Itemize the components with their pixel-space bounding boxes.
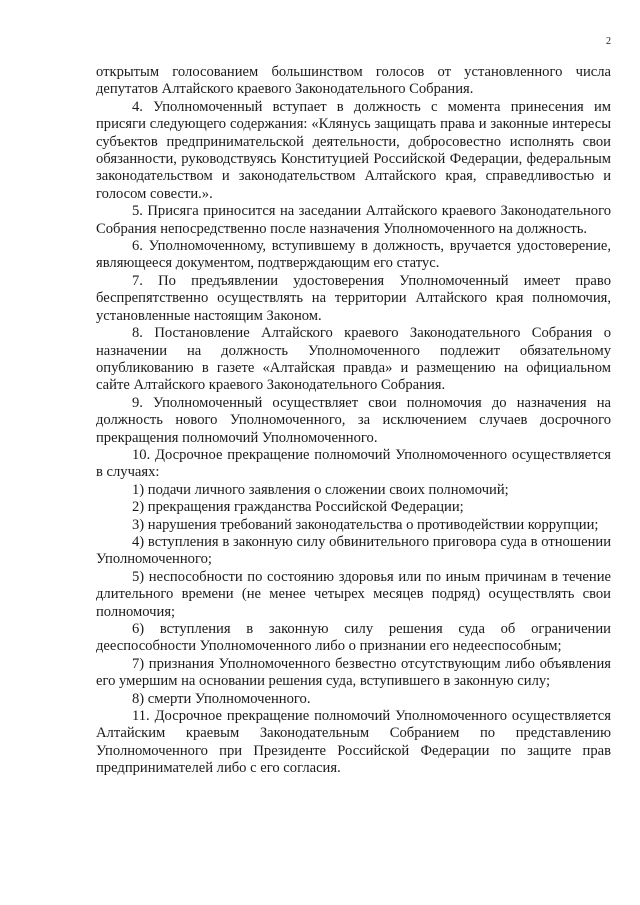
page-number: 2	[606, 36, 611, 47]
list-item-10-2: 2) прекращения гражданства Российской Федерации;	[132, 499, 464, 516]
paragraph-9: 9. Уполномоченный осуществляет свои полномочия до назначения на должность нового Уполномоченного, за исключением случаев досрочного прекращения полномочий Уполномоченного.	[96, 394, 611, 446]
list-item-10-7: 7) признания Уполномоченного безвестно отсутствующим либо объявления его умершим на основании решения суда, вступившего в законную силу;	[96, 655, 611, 690]
list-item-10-6: 6) вступления в законную силу решения суда об ограничении дееспособности Уполномоченного либо о признании его недееспособным;	[96, 621, 611, 655]
document-body	[96, 64, 611, 778]
paragraph-continuation: открытым голосованием большинством голосов от установленного числа депутатов Алтайского краевого Законодательного Собрания.	[96, 64, 611, 98]
paragraph-4: 4. Уполномоченный вступает в должность с момента принесения им присяги следующего содержания: «Клянусь защищать права и законные интересы субъектов предпринимательской деятельности, добросовестно исполнять свои обязанности, руководствуясь Конституцией Российской Федерации, федеральным законодательством и законодательством Алтайского края, справедливостью и голосом совести.».	[96, 98, 611, 202]
paragraph-7: 7. По предъявлении удостоверения Уполномоченный имеет право беспрепятственно осуществлять на территории Алтайского края полномочия, установленные настоящим Законом.	[96, 272, 611, 324]
list-item-10-3: 3) нарушения требований законодательства о противодействии коррупции;	[132, 516, 599, 533]
paragraph-6: 6. Уполномоченному, вступившему в должность, вручается удостоверение, являющееся документом, подтверждающим его статус.	[96, 238, 611, 272]
paragraph-10: 10. Досрочное прекращение полномочий Уполномоченного осуществляется в случаях:	[96, 446, 611, 481]
list-item-10-8: 8) смерти Уполномоченного.	[132, 690, 311, 707]
paragraph-11: 11. Досрочное прекращение полномочий Уполномоченного осуществляется Алтайским краевым Законодательным Собранием по представлению Уполномоченного при Президенте Российской Федерации по защите прав предпринимателей либо с его согласия.	[96, 708, 611, 777]
list-item-10-5: 5) неспособности по состоянию здоровья или по иным причинам в течение длительного времени (не менее четырех месяцев подряд) осуществлять свои полномочия;	[96, 568, 611, 620]
list-item-10-1: 1) подачи личного заявления о сложении своих полномочий;	[132, 481, 509, 498]
list-item-10-4: 4) вступления в законную силу обвинительного приговора суда в отношении Уполномоченного;	[96, 533, 611, 568]
paragraph-5: 5. Присяга приносится на заседании Алтайского краевого Законодательного Собрания непосредственно после назначения Уполномоченного на должность.	[96, 203, 611, 237]
paragraph-8: 8. Постановление Алтайского краевого Законодательного Собрания о назначении на должность Уполномоченного подлежит обязательному опубликованию в газете «Алтайская правда» и размещению на официальном сайте Алтайского краевого Законодательного Собрания.	[96, 325, 611, 394]
